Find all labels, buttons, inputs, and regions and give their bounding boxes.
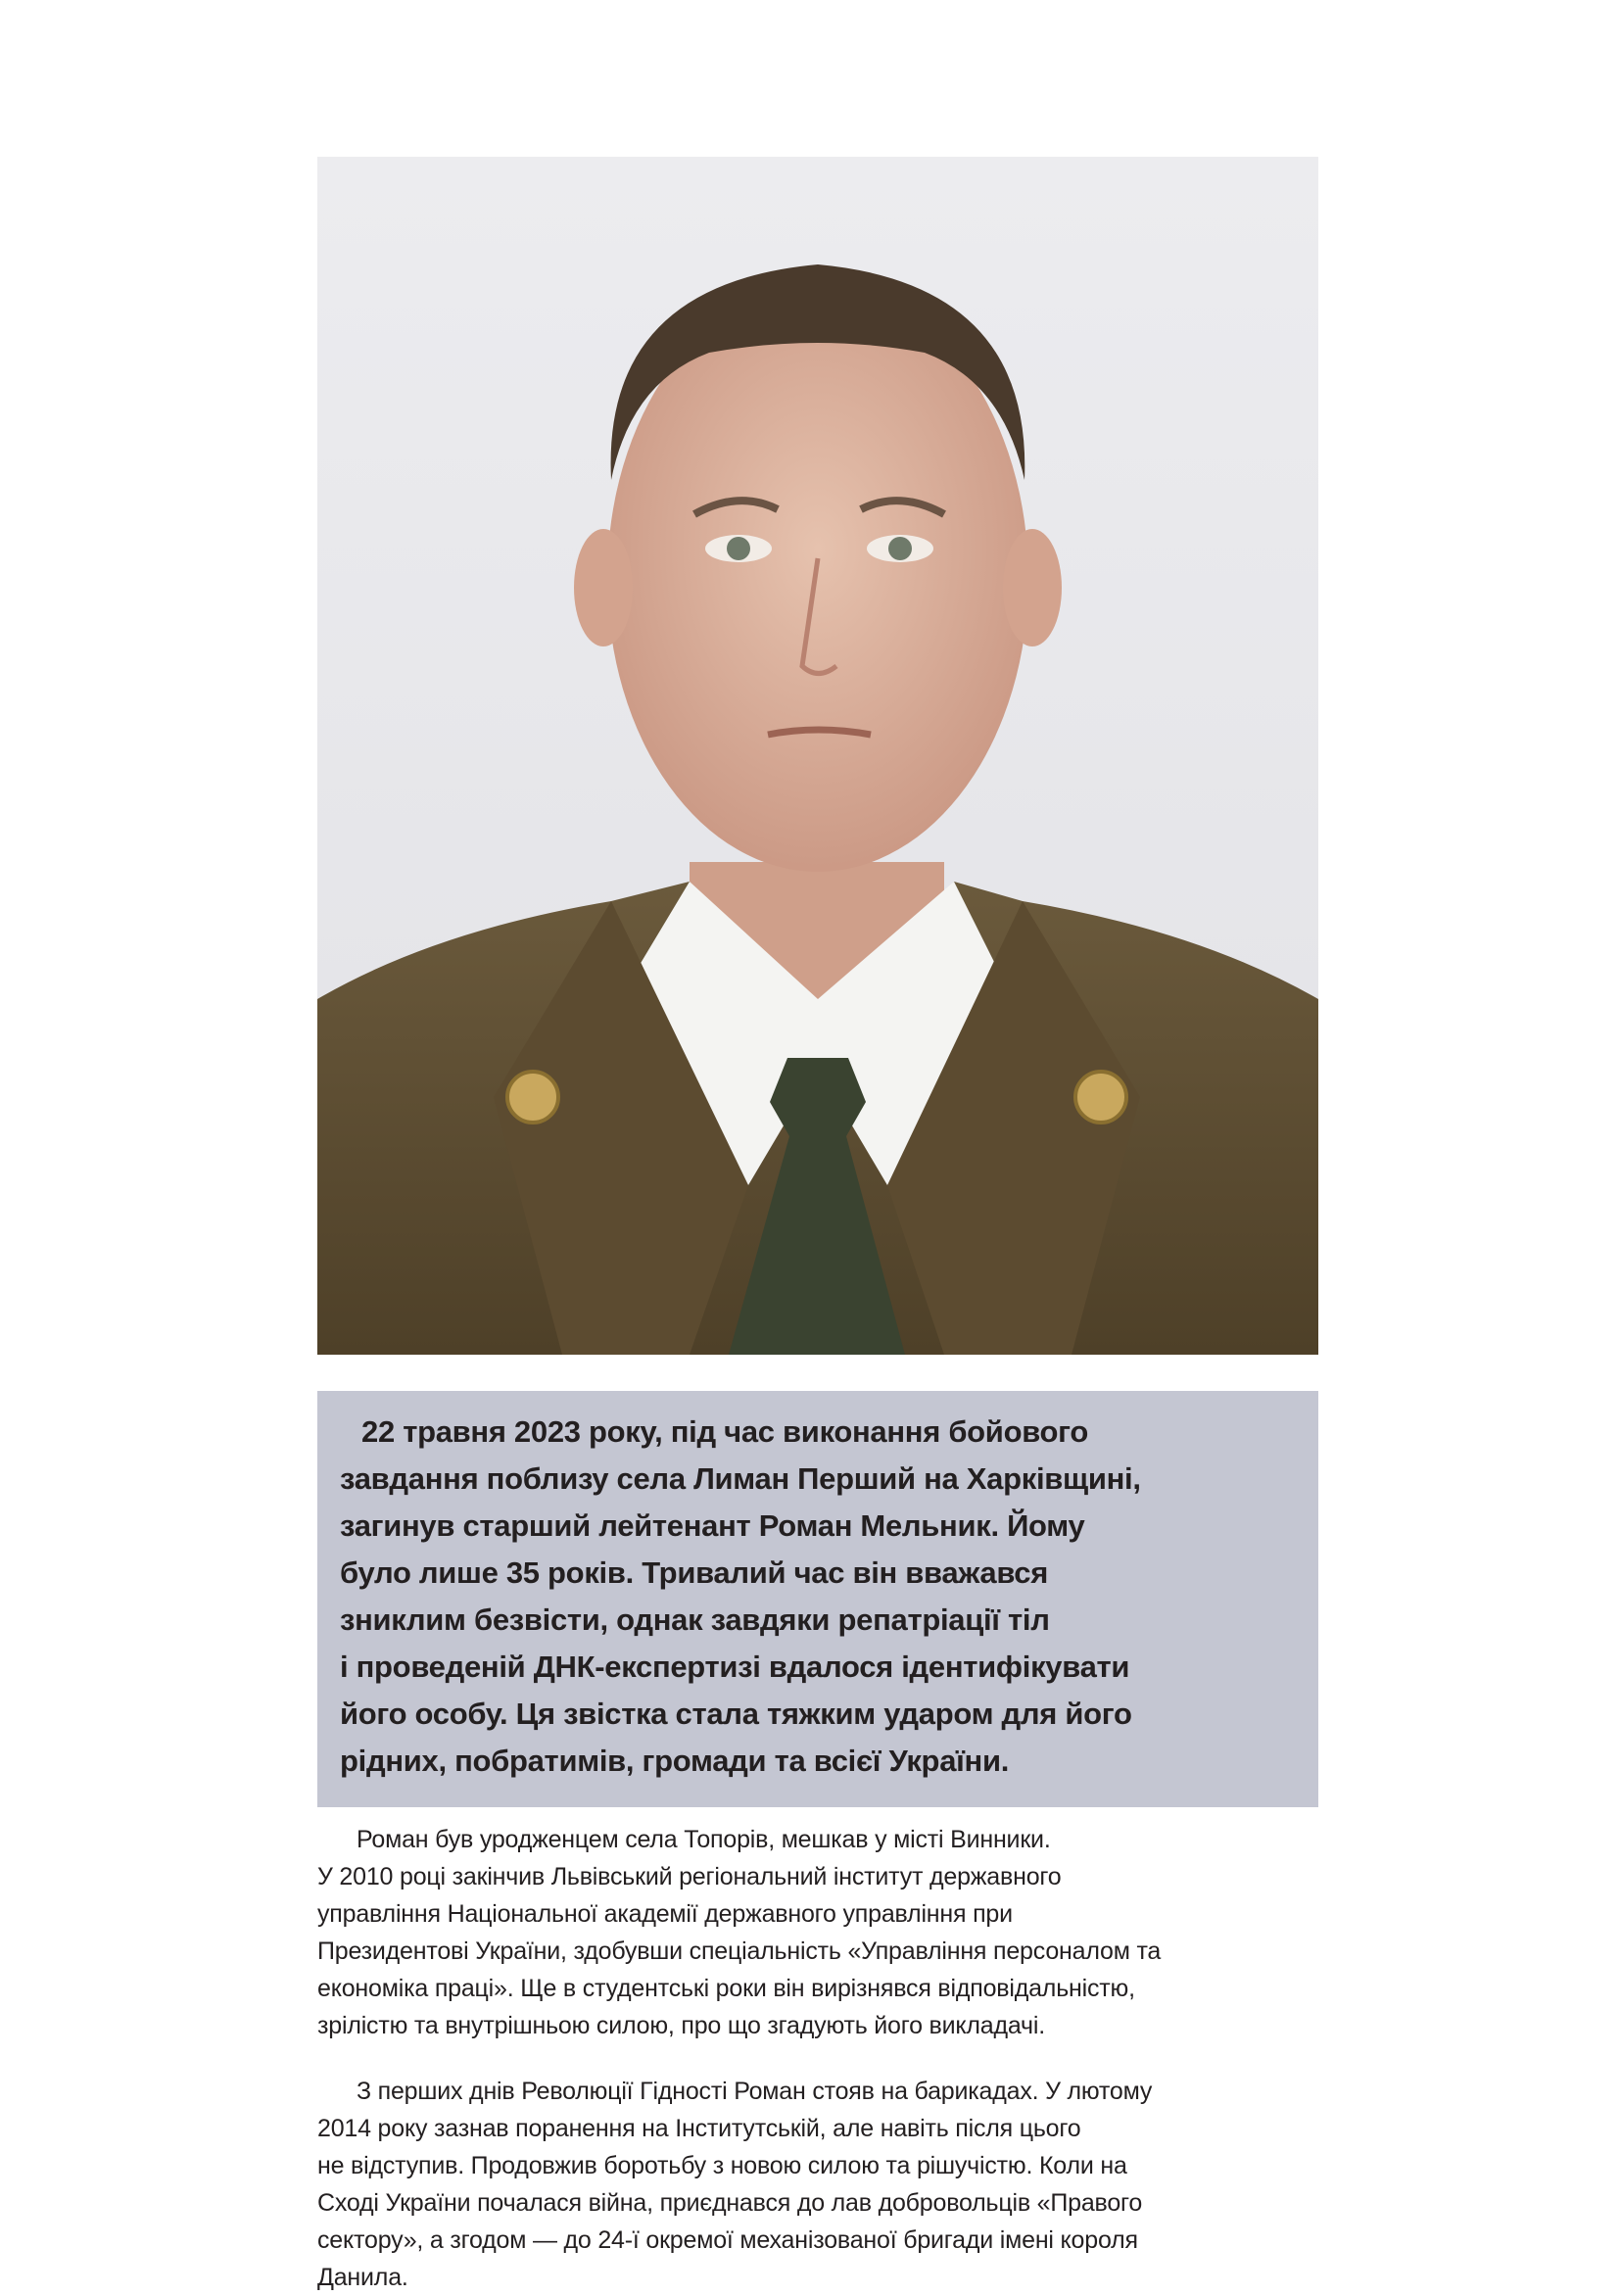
highlight-line: загинув старший лейтенант Роман Мельник. Йому bbox=[340, 1508, 1085, 1543]
highlight-line: і проведеній ДНК-експертизі вдалося ідентифікувати bbox=[340, 1650, 1130, 1684]
highlight-line: його особу. Ця звістка стала тяжким ударом для його bbox=[340, 1697, 1132, 1731]
text-line: не відступив. Продовжив боротьбу з новою силою та рішучістю. Коли на bbox=[317, 2152, 1127, 2179]
highlight-line: завдання поблизу села Лиман Перший на Харківщині, bbox=[340, 1461, 1141, 1496]
text-line: 2014 року зазнав поранення на Інститутській, але навіть після цього bbox=[317, 2115, 1081, 2142]
text-line: З перших днів Революції Гідності Роман стояв на барикадах. У лютому bbox=[357, 2078, 1153, 2105]
page-column bbox=[317, 157, 1318, 2296]
text-line: Сході України почалася війна, приєднався до лав добровольців «Правого bbox=[317, 2189, 1143, 2217]
text-line: економіка праці». Ще в студентські роки він вирізнявся відповідальністю, bbox=[317, 1975, 1135, 2002]
text-line: У 2010 році закінчив Львівський регіональний інститут державного bbox=[317, 1863, 1062, 1890]
text-line: управління Національної академії державного управління при bbox=[317, 1900, 1013, 1928]
highlight-line: рідних, побратимів, громади та всієї України. bbox=[340, 1744, 1010, 1778]
highlight-box bbox=[317, 1391, 1318, 1807]
text-line: Роман був уродженцем села Топорів, мешкав у місті Винники. bbox=[357, 1826, 1051, 1853]
paragraph-1 bbox=[317, 1821, 1318, 2044]
portrait-photo bbox=[317, 157, 1318, 1355]
text-line: сектору», а згодом — до 24-ї окремої механізованої бригади імені короля bbox=[317, 2226, 1138, 2254]
text-line: Президентові України, здобувши спеціальність «Управління персоналом та bbox=[317, 1937, 1162, 1965]
highlight-line: 22 травня 2023 року, під час виконання бойового bbox=[361, 1414, 1089, 1449]
highlight-line: зниклим безвісти, однак завдяки репатріації тіл bbox=[340, 1602, 1050, 1637]
text-line: Данила. bbox=[317, 2264, 408, 2291]
highlight-line: було лише 35 років. Тривалий час він вважався bbox=[340, 1555, 1049, 1590]
text-line: зрілістю та внутрішньою силою, про що згадують його викладачі. bbox=[317, 2012, 1045, 2039]
paragraph-2 bbox=[317, 2073, 1318, 2296]
